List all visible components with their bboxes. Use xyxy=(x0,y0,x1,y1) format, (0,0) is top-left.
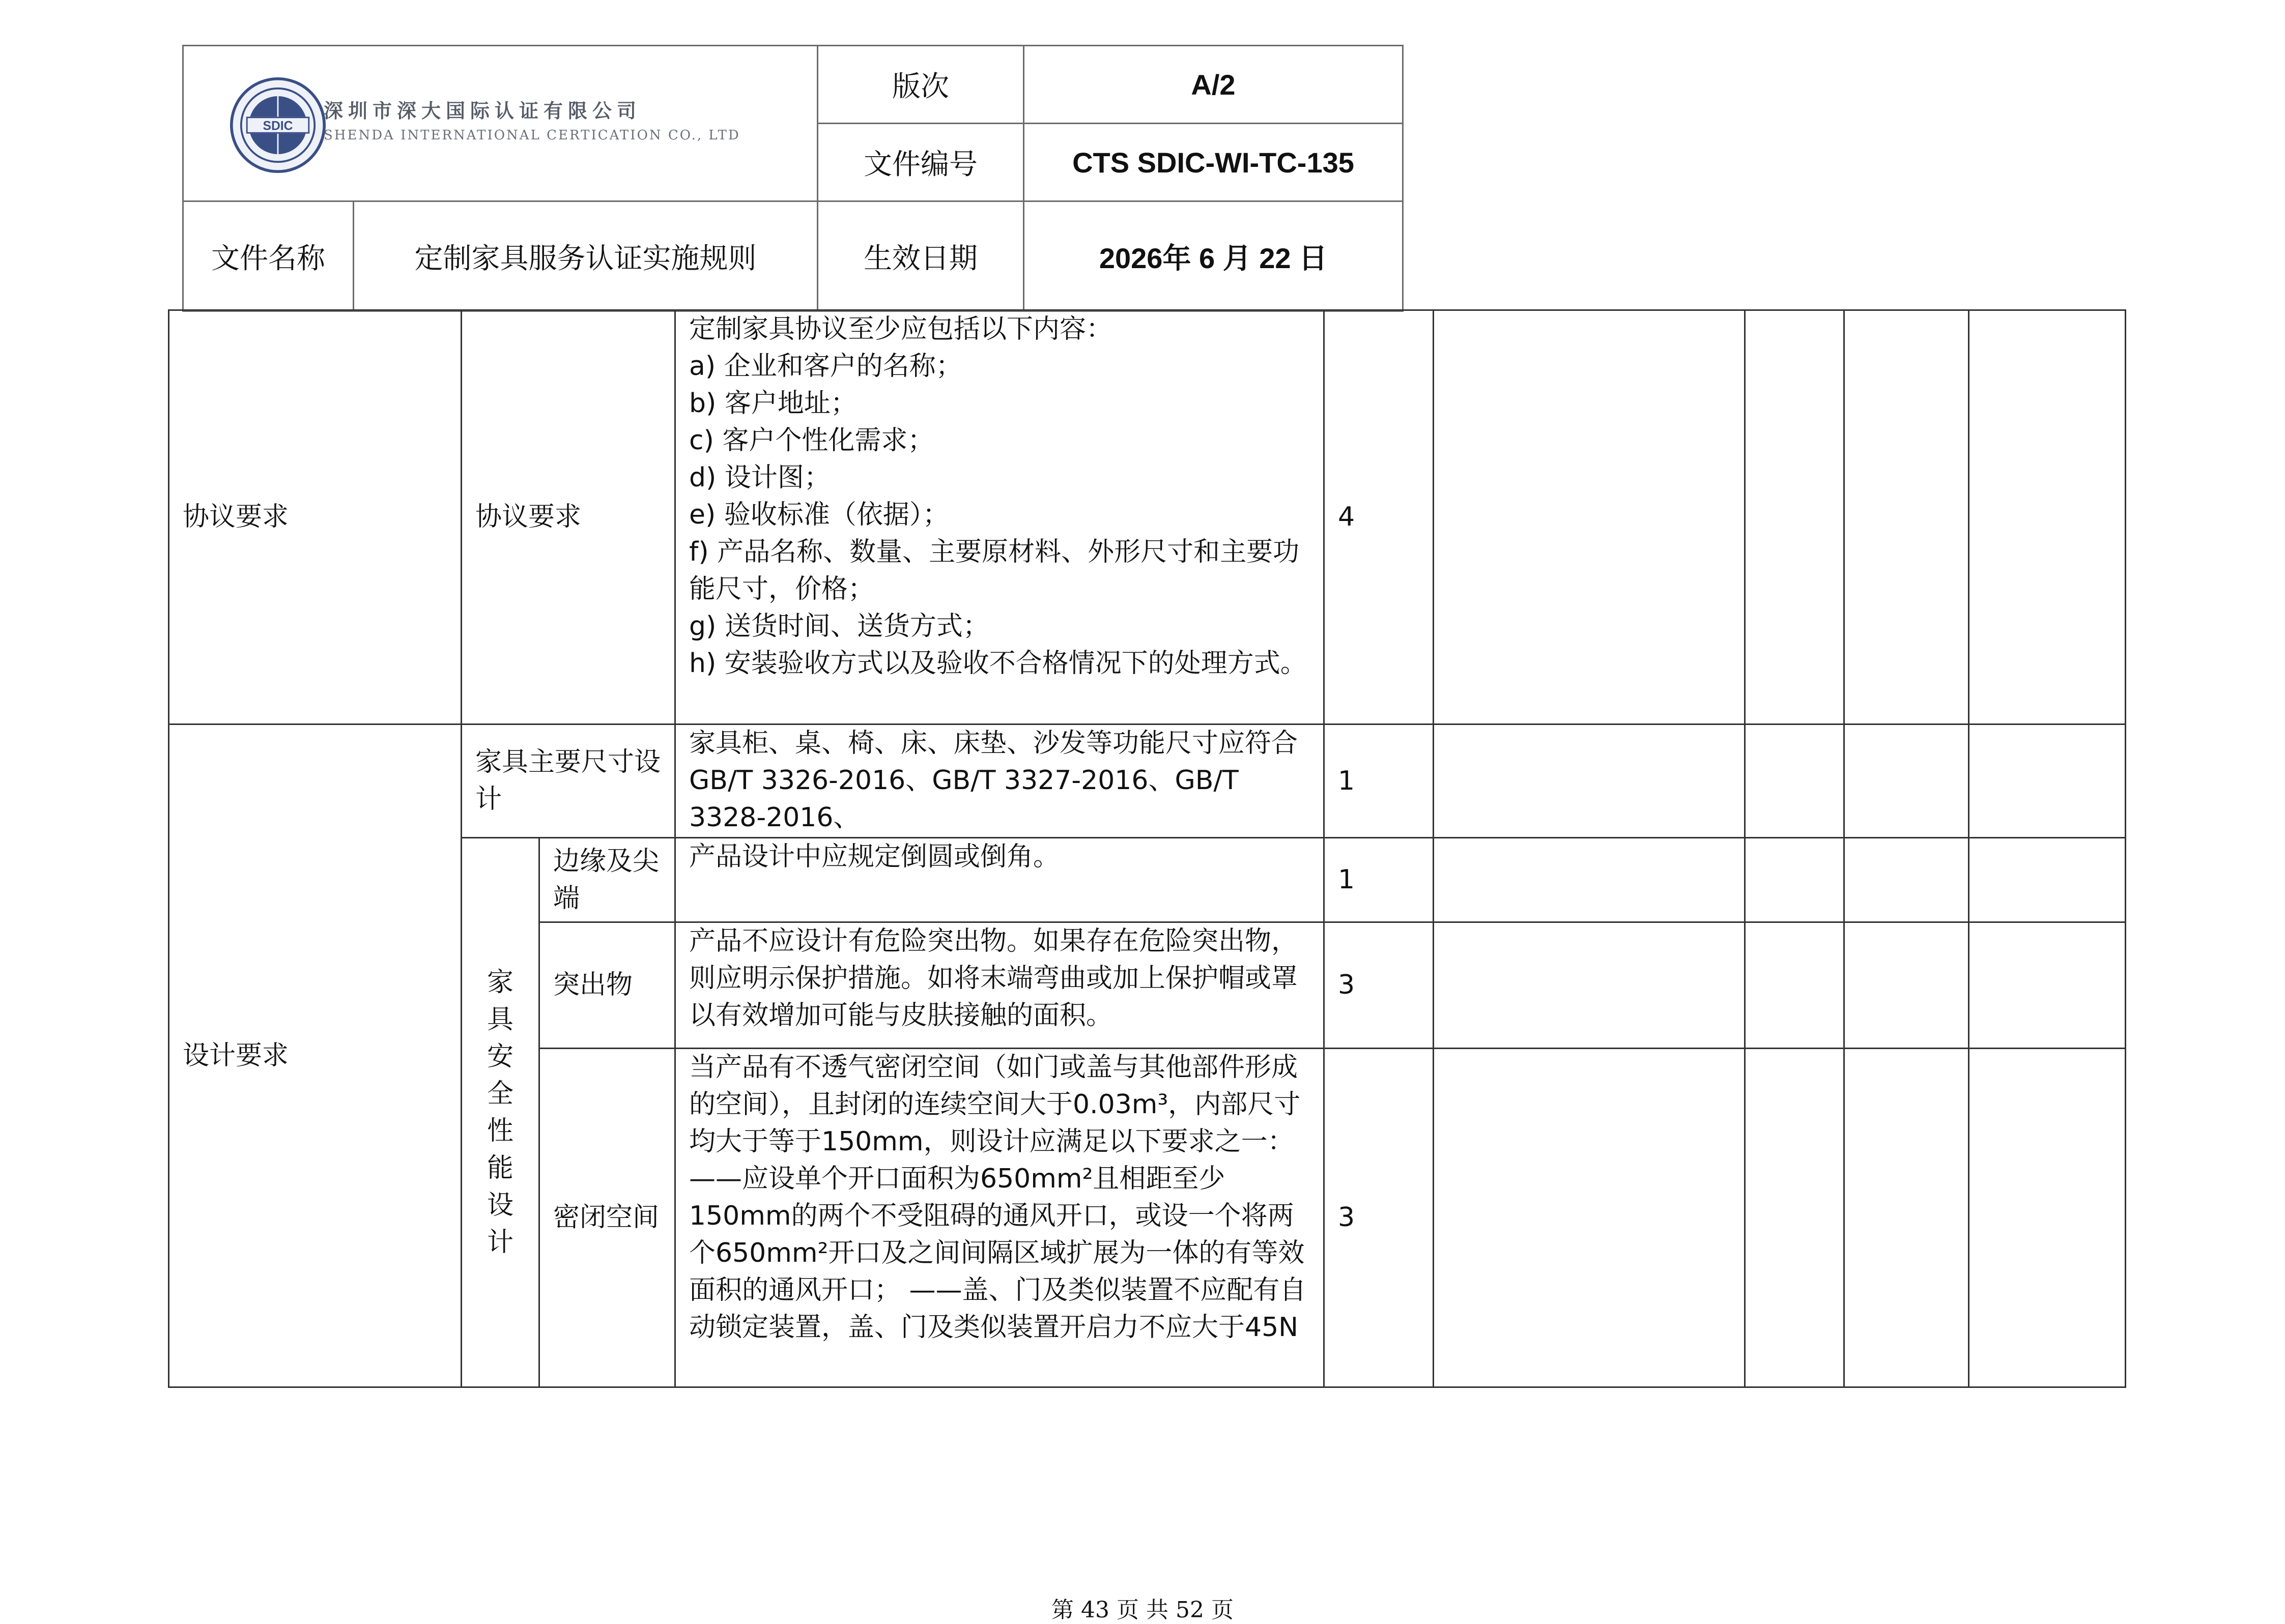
table-row xyxy=(169,724,2126,838)
empty-cell xyxy=(1434,838,1745,922)
score-cell: 4 xyxy=(1324,310,1434,724)
version-label: 版次 xyxy=(818,46,1024,124)
content-cell: 定制家具协议至少应包括以下内容： a) 企业和客户的名称； b) 客户地址； c) 客户个性化需求； d) 设计图； e) 验收标准（依据）； f) 产品名称、数量、主要原材料、外形尺寸和主要功能尺寸，价格； g) 送货时间、送货方式； h) 安装验收方式以及验收不合格情况下的处理方式。 xyxy=(675,310,1324,724)
empty-cell xyxy=(1844,310,1969,724)
content-cell: 当产品有不透气密闭空间（如门或盖与其他部件形成的空间），且封闭的连续空间大于0.03m³，内部尺寸均大于等于150mm，则设计应满足以下要求之一：——应设单个开口面积为650mm²且相距至少150mm的两个不受阻碍的通风开口，或设一个将两个650mm²开口及之间间隔区域扩展为一体的有等效面积的通风开口； ——盖、门及类似装置不应配有自动锁定装置，盖、门及类似装置开启力不应大于45N xyxy=(675,1048,1324,1387)
version-value: A/2 xyxy=(1024,46,1403,124)
empty-cell xyxy=(1745,310,1844,724)
table-row xyxy=(169,838,2126,922)
table-row xyxy=(169,310,2126,724)
doc-name-value: 定制家具服务认证实施规则 xyxy=(354,201,818,311)
empty-cell xyxy=(1844,922,1969,1048)
empty-cell xyxy=(1844,724,1969,838)
content-cell: 家具柜、桌、椅、床、床垫、沙发等功能尺寸应符合GB/T 3326-2016、GB/T 3327-2016、GB/T 3328-2016、 xyxy=(675,724,1324,838)
svg-text:SDIC: SDIC xyxy=(263,119,293,133)
empty-cell xyxy=(1434,310,1745,724)
score-cell: 1 xyxy=(1324,724,1434,838)
doc-number-label: 文件编号 xyxy=(818,124,1024,201)
empty-cell xyxy=(1969,724,2126,838)
empty-cell xyxy=(1969,838,2126,922)
effective-date-value: 2026年 6 月 22 日 xyxy=(1024,201,1403,311)
sub-item-cell: 密闭空间 xyxy=(539,1048,675,1387)
effective-date-label: 生效日期 xyxy=(818,201,1024,311)
doc-name-label: 文件名称 xyxy=(183,201,354,311)
category-cell: 设计要求 xyxy=(169,724,462,1387)
sub-item-cell: 突出物 xyxy=(539,922,675,1048)
requirements-table xyxy=(168,309,2126,1388)
page-number: 第 43 页 共 52 页 xyxy=(1051,1597,1234,1623)
empty-cell xyxy=(1969,1048,2126,1387)
empty-cell xyxy=(1969,310,2126,724)
item-cell: 家具主要尺寸设计 xyxy=(462,724,675,838)
empty-cell xyxy=(1745,922,1844,1048)
score-cell: 1 xyxy=(1324,838,1434,922)
item-cell: 协议要求 xyxy=(462,310,675,724)
sdic-seal-icon xyxy=(230,77,326,173)
empty-cell xyxy=(1844,1048,1969,1387)
empty-cell xyxy=(1434,922,1745,1048)
company-logo-cell xyxy=(183,46,818,201)
empty-cell xyxy=(1969,922,2126,1048)
empty-cell xyxy=(1745,724,1844,838)
category-cell: 协议要求 xyxy=(169,310,462,724)
sub-item-cell: 边缘及尖端 xyxy=(539,838,675,922)
content-cell: 产品设计中应规定倒圆或倒角。 xyxy=(675,838,1324,922)
empty-cell xyxy=(1434,724,1745,838)
empty-cell xyxy=(1745,838,1844,922)
empty-cell xyxy=(1434,1048,1745,1387)
score-cell: 3 xyxy=(1324,922,1434,1048)
company-name-cn: 深圳市深大国际认证有限公司 xyxy=(324,99,642,122)
score-cell: 3 xyxy=(1324,1048,1434,1387)
document-header xyxy=(182,45,1404,312)
content-cell: 产品不应设计有危险突出物。如果存在危险突出物，则应明示保护措施。如将末端弯曲或加上保护帽或罩以有效增加可能与皮肤接触的面积。 xyxy=(675,922,1324,1048)
empty-cell xyxy=(1745,1048,1844,1387)
company-name-en: SHENDA INTERNATIONAL CERTICATION CO., LTD xyxy=(324,128,740,143)
safety-group-cell: 家 具 安 全 性 能 设 计 xyxy=(462,838,539,1387)
empty-cell xyxy=(1844,838,1969,922)
doc-number-value: CTS SDIC-WI-TC-135 xyxy=(1024,124,1403,201)
